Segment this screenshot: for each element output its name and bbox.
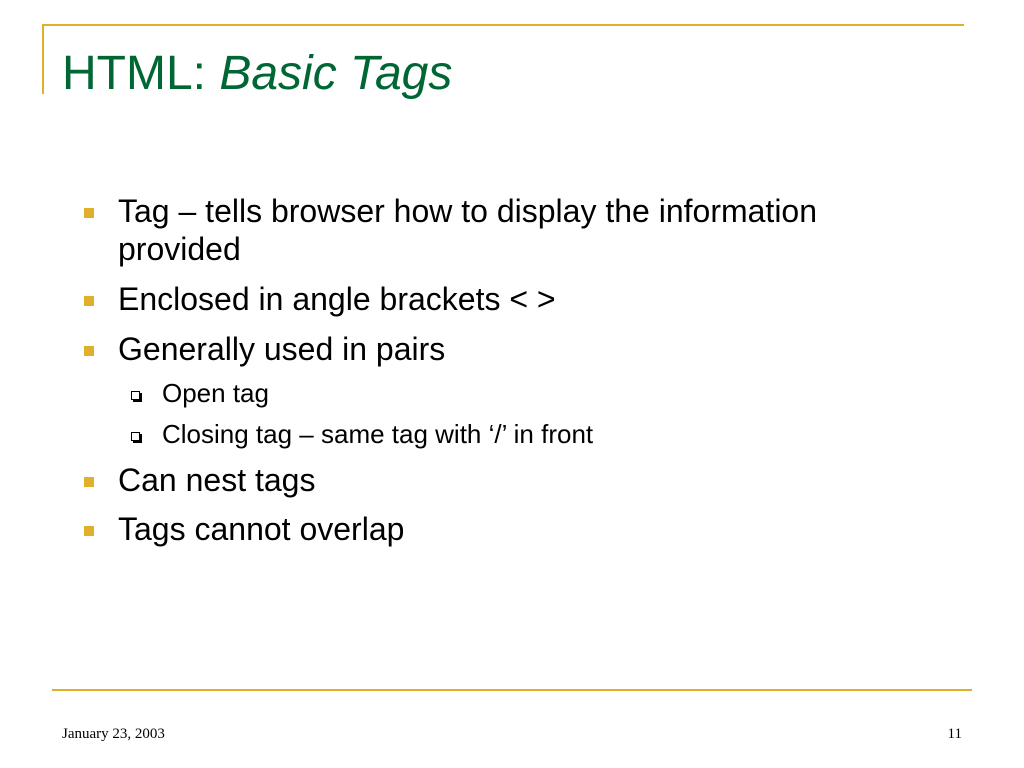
hollow-square-bullet-icon xyxy=(131,432,140,441)
bullet-item xyxy=(118,510,948,548)
sub-bullet-text: Closing tag – same tag with ‘/’ in front xyxy=(162,419,594,449)
title-emphasis: Basic Tags xyxy=(219,47,453,100)
bullet-item xyxy=(118,330,948,368)
bullet-item xyxy=(118,280,948,318)
footer-rule xyxy=(52,689,972,691)
frame-top-rule xyxy=(42,24,964,26)
square-bullet-icon xyxy=(84,477,94,487)
bullet-text: Can nest tags xyxy=(118,462,316,498)
bullet-text: Tags cannot overlap xyxy=(118,511,405,547)
bullet-item xyxy=(118,461,948,499)
bullet-item xyxy=(118,192,948,268)
hollow-square-bullet-icon xyxy=(131,391,140,400)
frame-left-rule xyxy=(42,24,44,94)
slide-number: 11 xyxy=(947,726,962,742)
bullet-text: Generally used in pairs xyxy=(118,331,446,367)
square-bullet-icon xyxy=(84,208,94,218)
title-plain: HTML: xyxy=(62,47,220,100)
slide-title xyxy=(62,44,452,104)
square-bullet-icon xyxy=(84,526,94,536)
square-bullet-icon xyxy=(84,296,94,306)
footer-date: January 23, 2003 xyxy=(62,726,165,742)
sub-bullet-text: Open tag xyxy=(162,378,269,408)
bullet-text: Enclosed in angle brackets < > xyxy=(118,281,556,317)
sub-bullet-item xyxy=(162,377,962,409)
bullet-text: Tag – tells browser how to display the information provided xyxy=(118,193,818,267)
sub-bullet-item xyxy=(162,418,962,450)
square-bullet-icon xyxy=(84,346,94,356)
